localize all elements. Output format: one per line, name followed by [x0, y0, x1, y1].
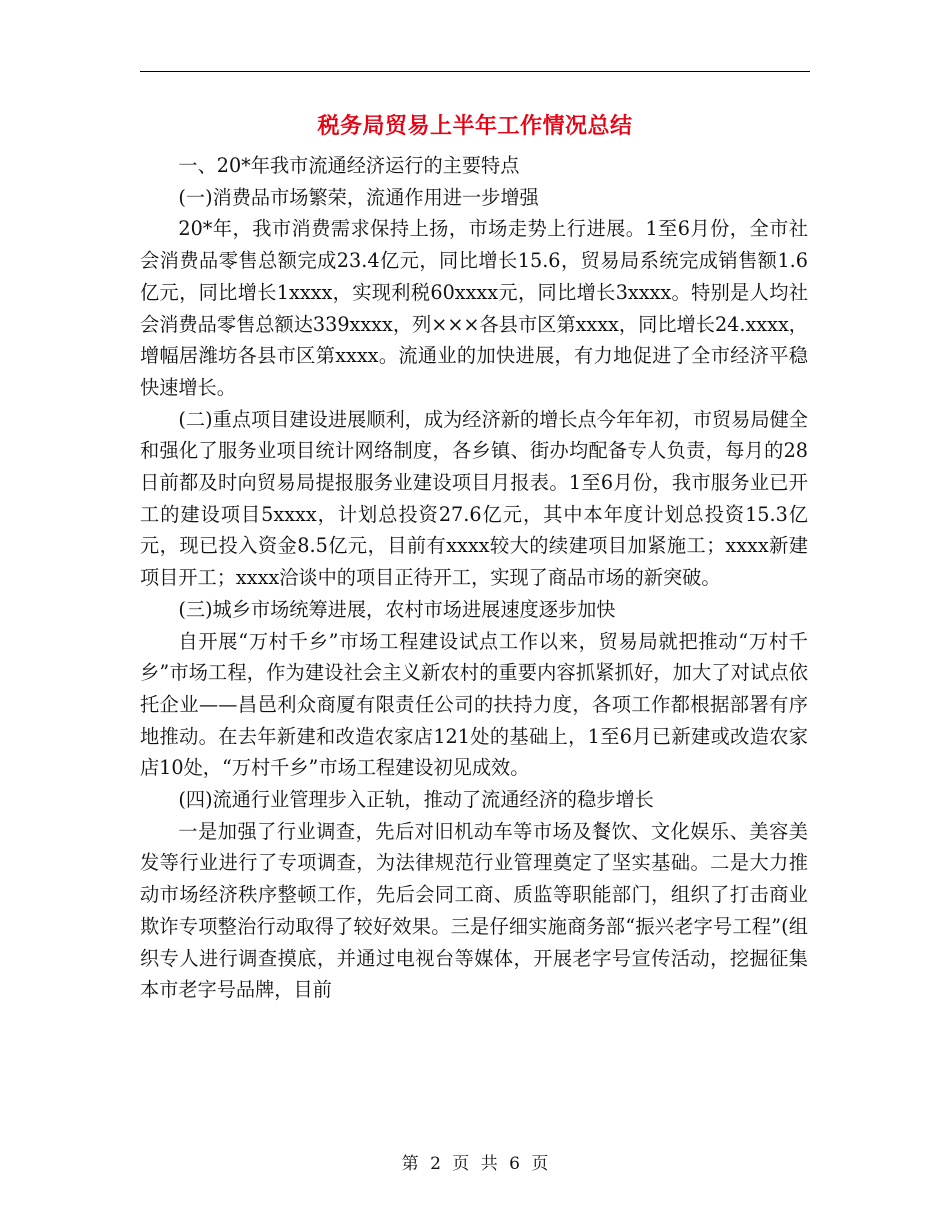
subsection-heading: (三)城乡市场统筹进展，农村市场进展速度逐步加快 — [178, 597, 616, 621]
section-heading: 一、20*年我市流通经济运行的主要特点 — [178, 154, 520, 177]
body-paragraph: 自开展“万村千乡”市场工程建设试点工作以来，贸易局就把推动“万村千乡”市场工程，作为建设社会主义新农村的重要内容抓紧抓好，加大了对试点依托企业——昌邑利众商厦有限责任公司的扶持力度，各项工作都根据部署有序地推动。在去年新建和改造农家店121处的基础上，1至6月已新建或改造农家店10处，“万村千乡”市场工程建设初见成效。 — [140, 629, 808, 780]
body-paragraph: (二)重点项目建设进展顺利，成为经济新的增长点今年年初，市贸易局健全和强化了服务业项目统计网络制度，各乡镇、街办均配备专人负责，每月的28日前都及时向贸易局提报服务业建设项目月报表。1至6月份，我市服务业已开工的建设项目5xxxx，计划总投资27.6亿元，其中本年度计划总投资15.3亿元，现已投入资金8.5亿元，目前有xxxx较大的续建项目加紧施工；xxxx新建项目开工；xxxx洽谈中的项目正待开工，实现了商品市场的新突破。 — [140, 407, 808, 590]
document-body — [140, 150, 808, 1006]
body-paragraph: 20*年，我市消费需求保持上扬，市场走势上行进展。1至6月份，全市社会消费品零售总额完成23.4亿元，同比增长15.6，贸易局系统完成销售额1.6亿元，同比增长1xxxx，实现利税60xxxx元，同比增长3xxxx。特别是人均社会消费品零售总额达339xxxx，列×××各县市区第xxxx，同比增长24.xxxx，增幅居潍坊各县市区第xxxx。流通业的加快进展，有力地促进了全市经济平稳快速增长。 — [140, 217, 808, 399]
page-number: 第 2 页 共 6 页 — [401, 1154, 549, 1174]
body-paragraph: 一是加强了行业调查，先后对旧机动车等市场及餐饮、文化娱乐、美容美发等行业进行了专项调查，为法律规范行业管理奠定了坚实基础。二是大力推动市场经济秩序整顿工作，先后会同工商、质监等职能部门，组织了打击商业欺诈专项整治行动取得了较好效果。三是仔细实施商务部“振兴老字号工程”(组织专人进行调查摸底，并通过电视台等媒体，开展老字号宣传活动，挖掘征集本市老字号品牌，目前 — [140, 819, 808, 1002]
subsection-heading: (四)流通行业管理步入正轨，推动了流通经济的稳步增长 — [178, 788, 654, 812]
header-rule — [140, 71, 810, 72]
document-title: 税务局贸易上半年工作情况总结 — [317, 113, 633, 139]
subsection-heading: (一)消费品市场繁荣，流通作用进一步增强 — [178, 185, 539, 209]
